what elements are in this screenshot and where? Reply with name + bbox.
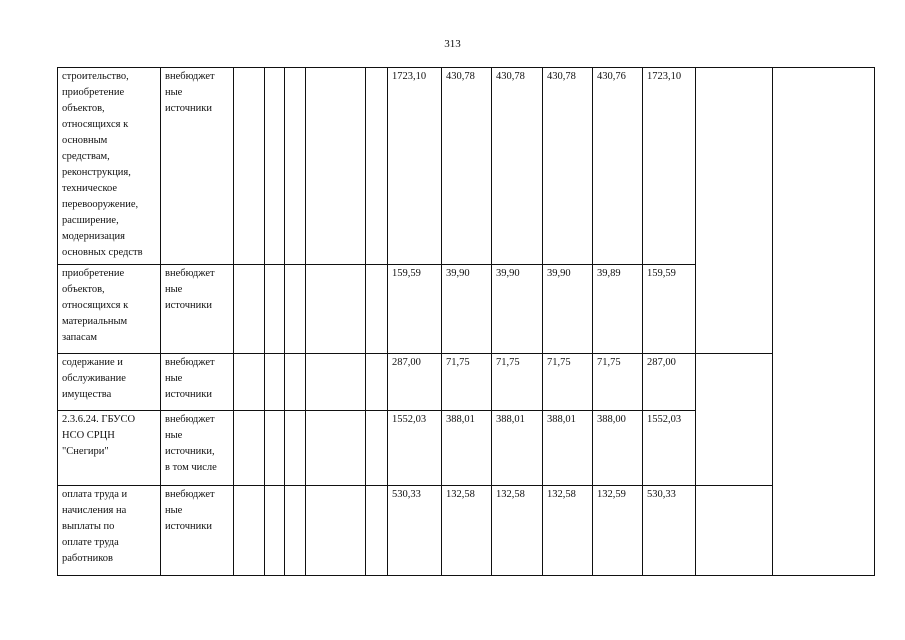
row-name-line: оплате труда (62, 537, 119, 548)
empty-cell (285, 411, 306, 486)
total-cell: 1552,03 (388, 411, 442, 486)
year-value-cell: 132,58 (442, 486, 492, 576)
row-name-line: техническое (62, 183, 118, 194)
year-value-cell: 388,00 (593, 411, 643, 486)
empty-cell (234, 68, 265, 265)
total-cell: 530,33 (643, 486, 696, 576)
year-value-cell: 71,75 (442, 354, 492, 411)
row-name-line: основным (62, 135, 108, 146)
row-name-line: реконструкция, (62, 167, 131, 178)
row-name-line: приобретение (62, 87, 125, 98)
row-name-line: НСО СРЦН (62, 430, 115, 441)
source-line: ные (165, 284, 183, 295)
row-name-cell (58, 354, 161, 411)
total-cell: 530,33 (388, 486, 442, 576)
empty-cell (285, 68, 306, 265)
source-line: ные (165, 87, 183, 98)
year-value-cell: 39,89 (593, 265, 643, 354)
funding-source-cell (161, 486, 234, 576)
source-line: ные (165, 505, 183, 516)
empty-cell (285, 265, 306, 354)
row-name-line: перевооружение, (62, 199, 139, 210)
year-value-cell: 430,78 (442, 68, 492, 265)
year-value-cell: 388,01 (492, 411, 543, 486)
source-line: внебюджет (165, 357, 215, 368)
empty-cell (696, 68, 773, 354)
row-name-line: работников (62, 553, 113, 564)
budget-table (57, 67, 875, 576)
row-name-line: обслуживание (62, 373, 126, 384)
source-line: источники (165, 521, 212, 532)
empty-cell (773, 68, 875, 576)
empty-cell (265, 68, 285, 265)
row-name-line: начисления на (62, 505, 127, 516)
row-name-line: основных средств (62, 247, 143, 258)
row-name-line: расширение, (62, 215, 119, 226)
empty-cell (285, 354, 306, 411)
empty-cell (366, 411, 388, 486)
empty-cell (265, 265, 285, 354)
total-cell: 1552,03 (643, 411, 696, 486)
row-name-cell (58, 486, 161, 576)
empty-cell (306, 411, 366, 486)
empty-cell (265, 411, 285, 486)
year-value-cell: 430,78 (492, 68, 543, 265)
year-value-cell: 71,75 (492, 354, 543, 411)
empty-cell (234, 486, 265, 576)
row-name-line: объектов, (62, 284, 105, 295)
empty-cell (306, 265, 366, 354)
empty-cell (366, 265, 388, 354)
row-name-line: материальным (62, 316, 128, 327)
year-value-cell: 132,58 (492, 486, 543, 576)
table-row (58, 68, 875, 265)
row-name-cell (58, 265, 161, 354)
total-cell: 287,00 (388, 354, 442, 411)
row-name-line: строительство, (62, 71, 129, 82)
row-name-line: объектов, (62, 103, 105, 114)
empty-cell (306, 354, 366, 411)
row-name-line: запасам (62, 332, 98, 343)
row-name-line: имущества (62, 389, 112, 400)
empty-cell (285, 486, 306, 576)
row-name-line: оплата труда и (62, 489, 128, 500)
funding-source-cell (161, 411, 234, 486)
total-cell: 159,59 (388, 265, 442, 354)
source-line: источники (165, 300, 212, 311)
empty-cell (366, 354, 388, 411)
source-line: внебюджет (165, 489, 215, 500)
source-line: источники (165, 103, 212, 114)
row-name-cell (58, 68, 161, 265)
empty-cell (306, 68, 366, 265)
row-name-line: содержание и (62, 357, 123, 368)
row-name-line: относящихся к (62, 119, 129, 130)
row-name-line: модернизация (62, 231, 125, 242)
table-row (58, 354, 875, 411)
empty-cell (306, 486, 366, 576)
empty-cell (265, 354, 285, 411)
funding-source-cell (161, 265, 234, 354)
year-value-cell: 39,90 (543, 265, 593, 354)
total-cell: 287,00 (643, 354, 696, 411)
row-name-line: 2.3.6.24. ГБУСО (62, 414, 136, 425)
source-line: источники, (165, 446, 215, 457)
empty-cell (366, 486, 388, 576)
year-value-cell: 430,78 (543, 68, 593, 265)
year-value-cell: 39,90 (492, 265, 543, 354)
source-line: источники (165, 389, 212, 400)
empty-cell (265, 486, 285, 576)
source-line: внебюджет (165, 414, 215, 425)
total-cell: 1723,10 (643, 68, 696, 265)
year-value-cell: 39,90 (442, 265, 492, 354)
row-name-line: выплаты по (62, 521, 115, 532)
year-value-cell: 71,75 (543, 354, 593, 411)
total-cell: 159,59 (643, 265, 696, 354)
empty-cell (366, 68, 388, 265)
table-row (58, 486, 875, 576)
year-value-cell: 71,75 (593, 354, 643, 411)
year-value-cell: 132,58 (543, 486, 593, 576)
empty-cell (234, 411, 265, 486)
source-line: в том числе (165, 462, 217, 473)
source-line: внебюджет (165, 268, 215, 279)
year-value-cell: 388,01 (442, 411, 492, 486)
year-value-cell: 132,59 (593, 486, 643, 576)
row-name-line: относящихся к (62, 300, 129, 311)
row-name-line: средствам, (62, 151, 110, 162)
row-name-line: "Снегири" (62, 446, 109, 457)
year-value-cell: 430,76 (593, 68, 643, 265)
empty-cell (234, 354, 265, 411)
source-line: ные (165, 373, 183, 384)
empty-cell (696, 354, 773, 486)
year-value-cell: 388,01 (543, 411, 593, 486)
empty-cell (234, 265, 265, 354)
page-number: 313 (444, 38, 461, 50)
row-name-cell (58, 411, 161, 486)
empty-cell (696, 486, 773, 576)
total-cell: 1723,10 (388, 68, 442, 265)
source-line: внебюджет (165, 71, 215, 82)
funding-source-cell (161, 68, 234, 265)
funding-source-cell (161, 354, 234, 411)
row-name-line: приобретение (62, 268, 125, 279)
source-line: ные (165, 430, 183, 441)
